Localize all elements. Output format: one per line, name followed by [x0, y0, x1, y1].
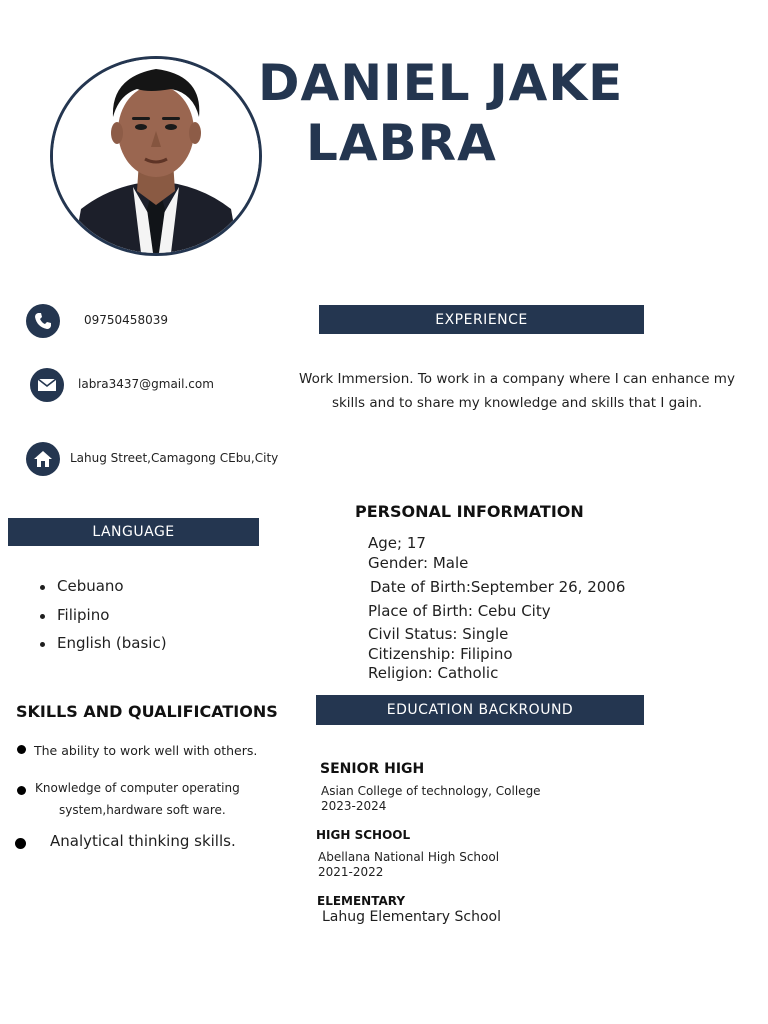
language-item: English (basic)	[57, 634, 167, 652]
phone-number: 09750458039	[84, 313, 168, 327]
personal-info-heading: PERSONAL INFORMATION	[355, 502, 584, 521]
civil-status-field: Civil Status: Single	[368, 625, 509, 643]
skill-item-line-2: system,hardware soft ware.	[59, 803, 226, 817]
experience-description	[282, 367, 752, 415]
gender-field: Gender: Male	[368, 554, 469, 572]
elementary-heading: ELEMENTARY	[317, 894, 406, 908]
senior-high-years: 2023-2024	[321, 799, 387, 813]
profile-photo	[50, 56, 262, 256]
elementary-school-name: Lahug Elementary School	[322, 909, 501, 925]
high-school-name: Abellana National High School	[318, 850, 500, 864]
citizenship-field: Citizenship: Filipino	[368, 645, 513, 663]
date-of-birth-field: Date of Birth:September 26, 2006	[370, 578, 626, 596]
bullet-icon	[17, 786, 26, 795]
home-address: Lahug Street,Camagong CEbu,City	[70, 451, 279, 465]
senior-high-school: Asian College of technology, College	[321, 784, 541, 798]
senior-high-heading: SENIOR HIGH	[320, 761, 425, 777]
high-school-years: 2021-2022	[318, 865, 384, 879]
language-item: Filipino	[57, 606, 110, 624]
bullet-icon	[40, 642, 45, 647]
skills-heading: SKILLS AND QUALIFICATIONS	[16, 702, 278, 721]
bullet-icon	[17, 745, 26, 754]
language-item: Cebuano	[57, 577, 124, 595]
age-field: Age; 17	[368, 534, 426, 552]
high-school-heading: HIGH SCHOOL	[316, 828, 411, 842]
skill-item: Analytical thinking skills.	[50, 832, 236, 850]
bullet-icon	[40, 614, 45, 619]
experience-line-1: Work Immersion. To work in a company where I can enhance my	[299, 371, 735, 387]
language-header: LANGUAGE	[8, 518, 259, 546]
bullet-icon	[15, 838, 26, 849]
phone-icon	[26, 304, 60, 338]
religion-field: Religion: Catholic	[368, 664, 499, 682]
mail-icon	[30, 368, 64, 402]
name-last-line: LABRA	[306, 114, 497, 172]
experience-line-2: skills and to share my knowledge and skills that I gain.	[331, 395, 703, 411]
email-address: labra3437@gmail.com	[78, 377, 214, 391]
place-of-birth-field: Place of Birth: Cebu City	[368, 602, 551, 620]
name-first-line: DANIEL JAKE	[258, 54, 624, 112]
bullet-icon	[40, 585, 45, 590]
home-icon	[26, 442, 60, 476]
skill-item-line-1: Knowledge of computer operating	[35, 781, 240, 795]
education-header: EDUCATION BACKROUND	[316, 695, 644, 725]
experience-header: EXPERIENCE	[319, 305, 644, 334]
portrait-illustration	[53, 59, 259, 253]
skill-item: The ability to work well with others.	[34, 743, 258, 758]
